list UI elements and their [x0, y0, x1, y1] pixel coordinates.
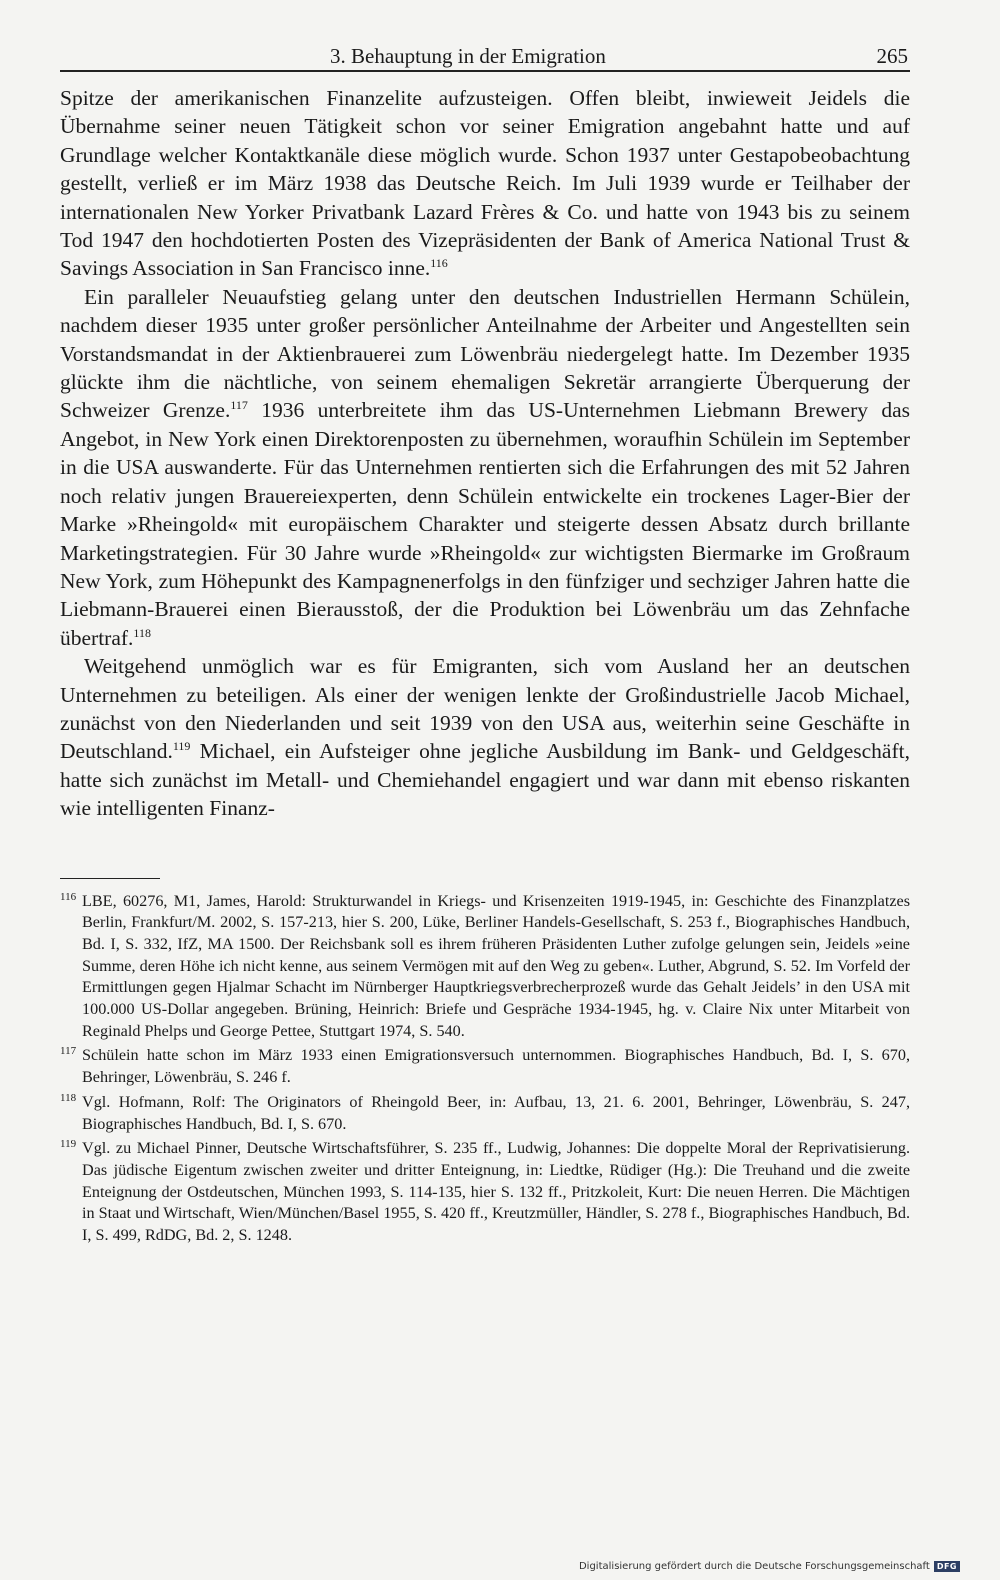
- footnote-number: 119: [60, 1138, 77, 1151]
- footnote-ref: 117: [230, 398, 248, 413]
- footnote: [60, 1045, 910, 1088]
- running-title: 3. Behauptung in der Emigration: [330, 44, 606, 68]
- footnote-text: LBE, 60276, M1, James, Harold: Strukturwandel in Kriegs- und Krisenzeiten 1919-1945, in: Geschichte des Finanzplatzes Berlin, Frankfurt/M. 2002, S. 157-213, hier S. 200, Lüke, Berliner Handels-Gesellschaft, S. 253 f., Biographisches Handbuch, Bd. I, S. 332, IfZ, MA 1500. Der Reichsbank soll es ihrem früheren Präsidenten Luther zufolge gelungen sein, Jeidels »eine Summe, deren Höhe ich nicht kenne, aus seinem Vermögen mit auf den Weg zu geben«. Luther, Abgrund, S. 52. Im Vorfeld der Ermittlungen gegen Hjalmar Schacht im Nürnberger Hauptkriegsverbrecherprozeß wurde das Gehalt Jeidels’ in den USA mit 100.000 US-Dollar angegeben. Brüning, Heinrich: Briefe und Gespräche 1934-1945, hg. v. Claire Nix unter Mitarbeit von Reginald Phelps und George Pettee, Stuttgart 1974, S. 540.: [82, 891, 910, 1040]
- footnote-ref: 119: [172, 739, 191, 754]
- book-page: [60, 40, 910, 1250]
- footnotes: [60, 891, 910, 1247]
- digitization-text: Digitalisierung gefördert durch die Deutsche Forschungsgemeinschaft: [578, 1561, 930, 1572]
- footnote: [60, 891, 910, 1043]
- dfg-logo-icon: DFG: [934, 1561, 960, 1572]
- paragraph-text: Ein paralleler Neuaufstieg gelang unter den deutschen Industriellen Hermann Schülein, nachdem dieser 1935 unter großer persönlicher Anteilnahme der Arbeiter und Angestellten sein Vorstandsmandat in der Aktienbrauerei zum Löwenbräu niedergelegt hatte. Im Dezember 1935 glückte ihm die nächtliche, von seinem ehemaligen Sekretär arrangierte Überquerung der Schweizer Grenze.: [60, 284, 910, 423]
- footnote-number: 118: [60, 1091, 77, 1104]
- page-number: 265: [876, 44, 908, 68]
- paragraph-1: [60, 84, 910, 283]
- paragraph-2: [60, 283, 910, 652]
- footnote-text: Vgl. zu Michael Pinner, Deutsche Wirtschaftsführer, S. 235 ff., Ludwig, Johannes: Die doppelte Moral der Reprivatisierung. Das jüdische Eigentum zwischen zweiter und dritter Enteignung, in: Liedtke, Rüdiger (Hg.): Die Treuhand und die zweite Enteignung der Ostdeutschen, München 1993, S. 114-135, hier S. 132 ff., Pritzkoleit, Kurt: Die neuen Herren. Die Mächtigen in Staat und Wirtschaft, Wien/München/Basel 1955, S. 420 ff., Kreutzmüller, Händler, S. 278 f., Biographisches Handbuch, Bd. I, S. 499, RdDG, Bd. 2, S. 1248.: [82, 1139, 910, 1245]
- footnote-text: Vgl. Hofmann, Rolf: The Originators of Rheingold Beer, in: Aufbau, 13, 21. 6. 2001, Behringer, Löwenbräu, S. 247, Biographisches Handbuch, Bd. I, S. 670.: [82, 1092, 910, 1133]
- paragraph-text: 1936 unterbreitete ihm das US-Unternehmen Liebmann Brewery das Angebot, in New York einen Direktorenposten zu übernehmen, woraufhin Schülein im September in die USA auswanderte. Für das Unternehmen rentierten sich die Erfahrungen des mit 52 Jahren noch relativ jungen Brauereiexperten, denn Schülein entwickelte ein trockenes Lager-Bier der Marke »Rheingold« mit europäischem Charakter und steigerte dessen Absatz durch brillante Marketingstrategien. Für 30 Jahre wurde »Rheingold« zur wichtigsten Biermarke im Großraum New York, zum Höhepunkt des Kampagnenerfolgs in den fünfziger und sechziger Jahren hatte die Liebmann-Brauerei einen Bierausstoß, der die Produktion bei Löwenbräu um das Zehnfache übertraf.: [60, 398, 910, 650]
- running-head: [60, 40, 910, 72]
- footnote-ref: 116: [430, 256, 448, 271]
- footnote: [60, 1092, 910, 1135]
- footnote-number: 117: [60, 1045, 77, 1058]
- paragraph-text: Weitgehend unmöglich war es für Emigranten, sich vom Ausland her an deutschen Unternehmen zu beteiligen. Als einer der wenigen lenkte der Großindustrielle Jacob Michael, zunächst von den Niederlanden und seit 1939 von den USA aus, weiterhin seine Geschäfte in Deutschland.: [60, 654, 910, 764]
- footnote-rule: [60, 878, 160, 879]
- footnote-number: 116: [60, 890, 77, 903]
- footnote-ref: 118: [133, 625, 151, 640]
- digitization-note: [579, 1561, 960, 1572]
- footnote-text: Schülein hatte schon im März 1933 einen Emigrationsversuch unternommen. Biographisches Handbuch, Bd. I, S. 670, Behringer, Löwenbräu, S. 246 f.: [82, 1046, 910, 1087]
- paragraph-text: Spitze der amerikanischen Finanzelite aufzusteigen. Offen bleibt, inwieweit Jeidels die Übernahme seiner neuen Tätigkeit schon vor seiner Emigration angebahnt hatte und auf Grundlage welcher Kontaktkanäle diese möglich wurde. Schon 1937 unter Gestapobeobachtung gestellt, verließ er im März 1938 das Deutsche Reich. Im Juli 1939 wurde er Teilhaber der internationalen New Yorker Privatbank Lazard Frères & Co. und hatte von 1943 bis zu seinem Tod 1947 den hochdotierten Posten des Vizepräsidenten der Bank of America National Trust & Savings Association in San Francisco inne.: [60, 86, 910, 281]
- paragraph-3: [60, 652, 910, 822]
- footnote: [60, 1138, 910, 1247]
- body-text: [60, 84, 910, 823]
- paragraph-text: Michael, ein Aufsteiger ohne jegliche Ausbildung im Bank- und Geldgeschäft, hatte sich zunächst im Metall- und Chemiehandel engagiert und war dann mit ebenso riskanten wie intelligenten Finanz-: [60, 739, 910, 821]
